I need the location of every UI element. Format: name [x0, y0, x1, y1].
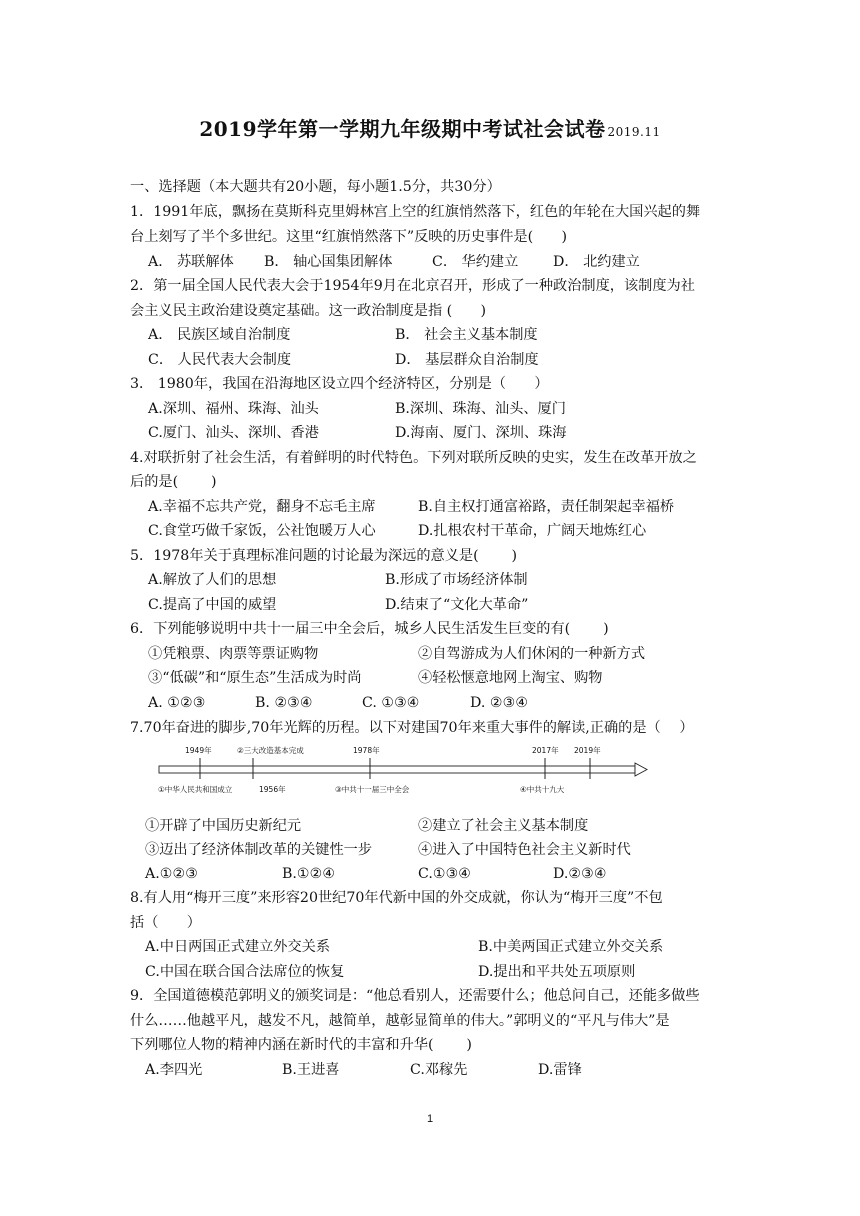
q3-stem: 3． 1980年，我国在沿海地区设立四个经济特区，分别是（ ）	[130, 376, 549, 392]
timeline-arrow-icon	[635, 763, 647, 776]
q5-option-c: C.提高了中国的威望	[148, 597, 277, 613]
q2-stem-line1: 2．第一届全国人民代表大会于1954年9月在北京召开，形成了一种政治制度，该制度为社	[130, 278, 695, 294]
q2-option-d: D． 基层群众自治制度	[395, 352, 539, 368]
q9-option-d: D.雷锋	[538, 1062, 582, 1078]
q1-option-c: C． 华约建立	[432, 254, 519, 270]
q4-stem-line1: 4.对联折射了社会生活，有着鲜明的时代特色。下列对联所反映的史实，发生在改革开放之	[130, 450, 697, 466]
q4-option-b: B.自主权打通富裕路，责任制架起幸福桥	[418, 499, 675, 515]
q7-item-4: ④进入了中国特色社会主义新时代	[418, 842, 631, 858]
timeline-label-1956: 1956年	[259, 785, 286, 794]
timeline-figure	[155, 744, 650, 800]
q9-option-c: C.邓稼先	[410, 1062, 468, 1078]
q6-option-b: B. ②③④	[255, 695, 313, 711]
q3-option-c: C.厦门、汕头、深圳、香港	[148, 425, 319, 441]
q9-stem-line3: 下列哪位人物的精神内涵在新时代的丰富和升华( )	[130, 1037, 472, 1053]
q9-option-b: B.王进喜	[282, 1062, 340, 1078]
q5-option-b: B.形成了市场经济体制	[385, 572, 528, 588]
q1-option-a: A． 苏联解体	[148, 254, 234, 270]
timeline-label-2019: 2019年	[574, 746, 601, 755]
timeline-label-1978: 1978年	[353, 746, 380, 755]
q8-stem-line1: 8.有人用“梅开三度”来形容20世纪70年代新中国的外交成就，你认为“梅开三度”不包	[130, 890, 663, 906]
q7-option-c: C.①③④	[418, 866, 472, 882]
q7-option-d: D.②③④	[553, 866, 607, 882]
q9-stem-line1: 9．全国道德模范郭明义的颁奖词是：“他总看别人，还需要什么；他总问自己，还能多做些	[130, 988, 700, 1004]
q1-stem-line1: 1．1991年底，飘扬在莫斯科克里姆林宫上空的红旗悄然落下，红色的年轮在大国兴起的舞	[130, 204, 701, 220]
q5-option-d: D.结束了“文化大革命”	[385, 597, 529, 613]
q8-stem-line2: 括（ ）	[130, 915, 201, 931]
q6-item-2: ②自驾游成为人们休闲的一种新方式	[418, 646, 646, 662]
q2-stem-line2: 会主义民主政治建设奠定基础。这一政治制度是指 ( )	[130, 303, 487, 319]
q2-option-b: B． 社会主义基本制度	[395, 327, 538, 343]
q6-item-1: ①凭粮票、肉票等票证购物	[148, 646, 319, 662]
title-date: 2019.11	[607, 125, 661, 139]
timeline-label-prc-founding: ①中华人民共和国成立	[158, 785, 233, 794]
q4-option-c: C.食堂巧做千家饭，公社饱暖万人心	[148, 523, 376, 539]
q3-option-d: D.海南、厦门、深圳、珠海	[395, 425, 567, 441]
q6-option-c: C. ①③④	[362, 695, 420, 711]
q6-option-a: A. ①②③	[148, 695, 206, 711]
q7-option-a: A.①②③	[145, 866, 198, 882]
q8-option-c: C.中国在联合国合法席位的恢复	[145, 964, 345, 980]
q6-stem: 6．下列能够说明中共十一届三中全会后，城乡人民生活发生巨变的有( )	[130, 621, 609, 637]
q8-option-b: B.中美两国正式建立外交关系	[478, 939, 664, 955]
timeline-label-2017: 2017年	[532, 746, 559, 755]
timeline-bar	[159, 766, 635, 773]
q9-option-a: A.李四光	[145, 1062, 203, 1078]
page-number: 1	[426, 1113, 434, 1125]
timeline-label-1949: 1949年	[185, 746, 212, 755]
timeline-label-third-plenum: ③中共十一届三中全会	[335, 785, 410, 794]
q3-option-b: B.深圳、珠海、汕头、厦门	[395, 401, 566, 417]
timeline-label-three-reforms: ②三大改造基本完成	[237, 746, 304, 755]
q7-item-3: ③迈出了经济体制改革的关键性一步	[145, 842, 373, 858]
q6-option-d: D. ②③④	[470, 695, 529, 711]
q2-option-a: A． 民族区域自治制度	[148, 327, 291, 343]
q5-option-a: A.解放了人们的思想	[148, 572, 277, 588]
q7-stem: 7.70年奋进的脚步,70年光辉的历程。以下对建国70年来重大事件的解读,正确的是（ ）	[130, 720, 694, 736]
exam-title	[0, 113, 860, 142]
q4-option-a: A.幸福不忘共产党，翻身不忘毛主席	[148, 499, 376, 515]
q3-option-a: A.深圳、福州、珠海、汕头	[148, 401, 319, 417]
q5-stem: 5．1978年关于真理标准问题的讨论最为深远的意义是( )	[130, 548, 518, 564]
q1-option-d: D． 北约建立	[553, 254, 640, 270]
q1-stem-line2: 台上刻写了半个多世纪。这里“红旗悄然落下”反映的历史事件是( )	[130, 229, 568, 245]
section-heading: 一、选择题（本大题共有20小题，每小题1.5分，共30分）	[130, 179, 501, 195]
q4-option-d: D.扎根农村干革命，广阔天地炼红心	[418, 523, 647, 539]
q6-item-3: ③“低碳”和“原生态”生活成为时尚	[148, 670, 362, 686]
q6-item-4: ④轻松惬意地网上淘宝、购物	[418, 670, 603, 686]
q1-option-b: B． 轴心国集团解体	[264, 254, 393, 270]
title-text: 2019学年第一学期九年级期中考试社会试卷	[199, 117, 606, 141]
timeline-label-19th-congress: ④中共十九大	[520, 785, 565, 794]
q2-option-c: C． 人民代表大会制度	[148, 352, 292, 368]
q7-item-1: ①开辟了中国历史新纪元	[145, 818, 302, 834]
q8-option-d: D.提出和平共处五项原则	[478, 964, 636, 980]
q7-item-2: ②建立了社会主义基本制度	[418, 818, 589, 834]
q4-stem-line2: 后的是( )	[130, 474, 217, 490]
q7-option-b: B.①②④	[282, 866, 336, 882]
q9-stem-line2: 什么……他越平凡，越发不凡，越简单，越彰显简单的伟大。”郭明义的“平凡与伟大”是	[130, 1013, 670, 1029]
q8-option-a: A.中日两国正式建立外交关系	[145, 939, 331, 955]
